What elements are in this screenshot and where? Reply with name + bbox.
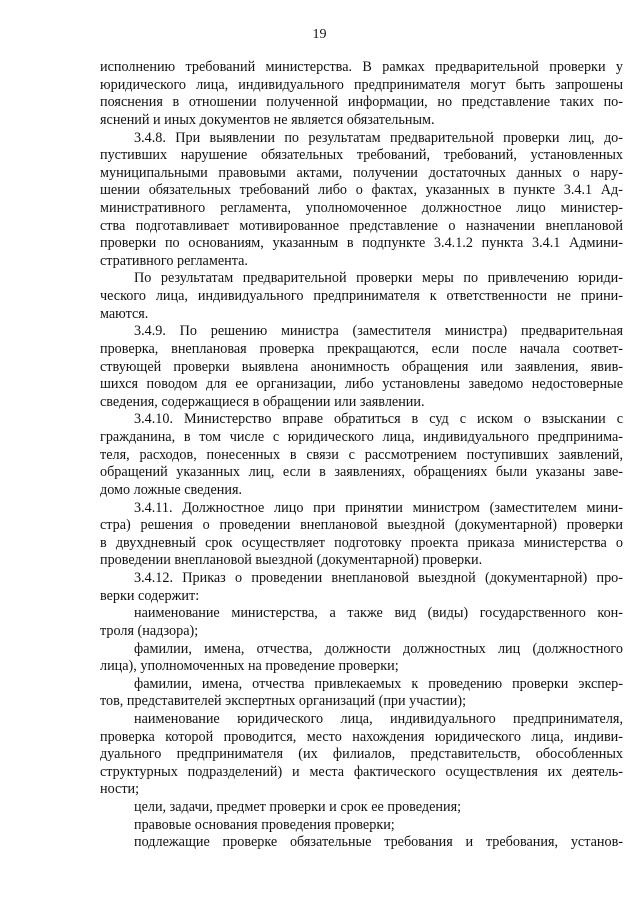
text-line: обращений указанных лиц, если в заявлениях, обращениях были указаны заве-: [100, 464, 623, 481]
text-line: министративного регламента, уполномоченное должностное лицо министер-: [100, 200, 623, 216]
text-line: муниципальными правовыми актами, получении достаточных данных о нару-: [100, 164, 623, 181]
text-line: фамилии, имена, отчества привлекаемых к проведению проверки экспер-: [134, 675, 623, 692]
text-line: структурных подразделений) и места фактического осуществления их деятель-: [100, 763, 623, 780]
text-line: правовые основания проведения проверки;: [134, 816, 395, 833]
text-line: дуального предпринимателя (их филиалов, представительств, обособленных: [100, 746, 623, 763]
text-line: 3.4.12. Приказ о проведении внеплановой выездной (документарной) про-: [134, 570, 623, 586]
text-line: гражданина, в том числе с юридического лица, индивидуального предпринима-: [100, 429, 623, 445]
text-line: исполнению требований министерства. В рамках предварительной проверки у: [100, 59, 623, 75]
text-line: ности;: [100, 781, 140, 798]
text-line: яснений и иных документов не является обязательным.: [100, 111, 435, 128]
text-line: троля (надзора);: [100, 622, 199, 639]
text-line: шихся поводом для ее организации, либо установлены заведомо недостоверные: [100, 376, 623, 393]
text-line: маются.: [100, 305, 149, 322]
text-line: юридического лица, индивидуального предпринимателя могут быть запрошены: [100, 76, 623, 93]
text-line: проверка которой проводится, место нахождения юридического лица, индиви-: [100, 728, 623, 745]
text-line: проведении внеплановой выездной (документарной) проверки.: [100, 552, 483, 569]
text-line: ства подготавливает мотивированное представление о назначении внеплановой: [100, 217, 623, 234]
text-line: ческого лица, индивидуального предпринимателя к ответственности не прини-: [100, 288, 623, 305]
text-line: верки содержит:: [100, 587, 200, 604]
text-line: наименование министерства, а также вид (виды) государственного кон-: [134, 605, 623, 622]
text-line: цели, задачи, предмет проверки и срок ее проведения;: [134, 799, 462, 815]
text-line: сведения, содержащиеся в обращении или заявлении.: [100, 393, 425, 410]
text-line: пояснения в отношении полученной информации, но представление таких по-: [100, 94, 623, 111]
text-line: По результатам предварительной проверки меры по привлечению юриди-: [134, 270, 623, 287]
text-line: проверка, внеплановая проверка прекращаются, если после начала соответ-: [100, 340, 623, 357]
text-line: 3.4.10. Министерство вправе обратиться в суд с иском о взыскании с: [134, 411, 623, 428]
text-line: пустивших нарушение обязательных требований, требований, установленных: [100, 147, 623, 164]
text-line: стра) решения о проведении внеплановой выездной (документарной) проверки: [100, 517, 623, 534]
text-line: ствующей проверки выявлена анонимность обращения или заявления, явив-: [100, 358, 623, 375]
text-line: 3.4.8. При выявлении по результатам предварительной проверки лиц, до-: [134, 129, 623, 146]
text-line: наименование юридического лица, индивидуального предпринимателя,: [134, 710, 623, 727]
text-line: фамилии, имена, отчества, должности должностных лиц (должностного: [134, 640, 623, 657]
text-line: в двухдневный срок осуществляет подготовку проекта приказа министерства о: [100, 534, 623, 551]
text-line: стративного регламента.: [100, 252, 248, 269]
text-line: теля, расходов, понесенных в связи с рассмотрением поступивших заявлений,: [100, 446, 623, 463]
text-line: 3.4.11. Должностное лицо при принятии министром (заместителем мини-: [134, 499, 623, 516]
text-line: проверки по основаниям, указанным в подпункте 3.4.1.2 пункта 3.4.1 Админи-: [100, 235, 623, 252]
text-line: подлежащие проверке обязательные требования и требования, установ-: [134, 834, 623, 851]
text-line: тов, представителей экспертных организаций (при участии);: [100, 693, 467, 710]
text-line: домо ложные сведения.: [100, 481, 243, 498]
page-number: 19: [312, 27, 327, 42]
text-line: лица), уполномоченных на проведение проверки;: [100, 658, 399, 675]
text-line: шении обязательных требований либо о фактах, указанных в пункте 3.4.1 Ад-: [100, 182, 623, 199]
text-line: 3.4.9. По решению министра (заместителя министра) предварительная: [134, 323, 623, 340]
